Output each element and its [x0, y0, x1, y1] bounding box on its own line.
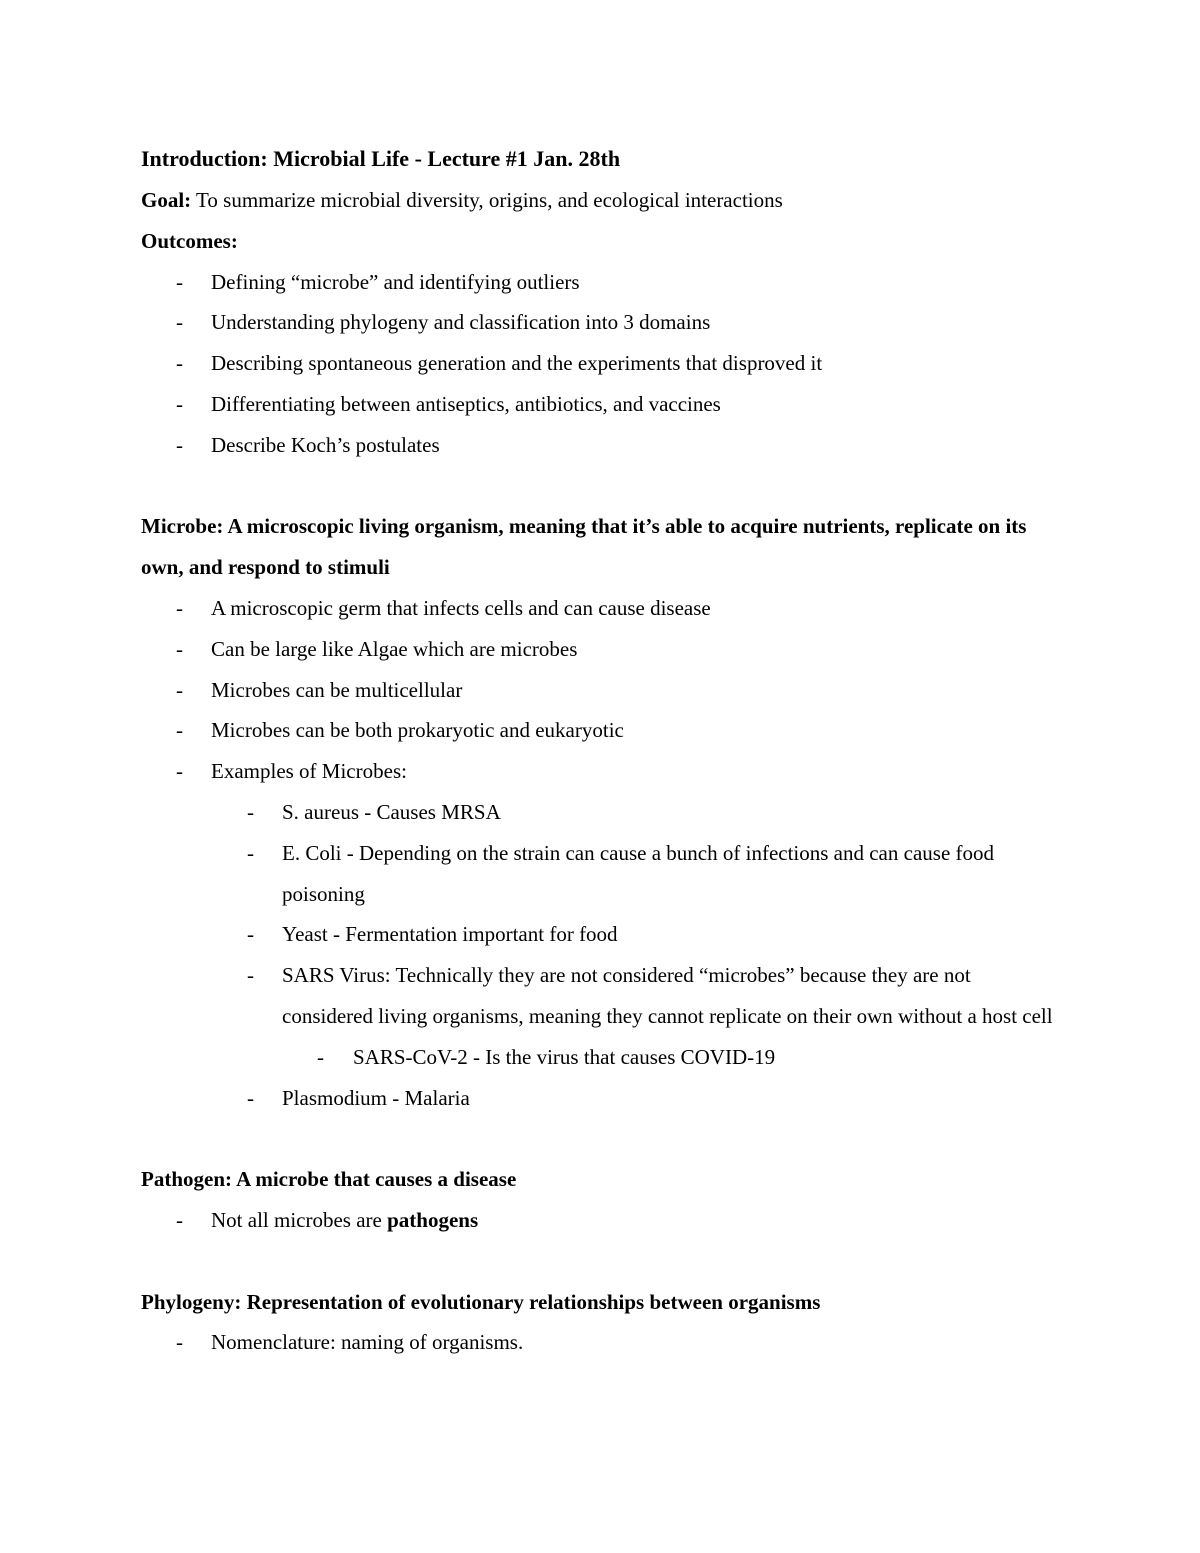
- example-item: Yeast - Fermentation important for food: [282, 922, 618, 947]
- list-item: [141, 1037, 1071, 1078]
- bullet-dash: -: [176, 677, 183, 702]
- sars-subitem: SARS-CoV-2 - Is the virus that causes COVID-19: [353, 1044, 776, 1069]
- list-item: [141, 262, 1071, 303]
- phylogeny-item: Nomenclature: naming of organisms.: [211, 1330, 524, 1355]
- document-title: Introduction: Microbial Life - Lecture #1 Jan. 28th: [141, 146, 621, 171]
- pathogen-heading: Pathogen: A microbe that causes a disease: [141, 1167, 517, 1192]
- document-page: [141, 138, 1071, 1363]
- microbe-item: Microbes can be multicellular: [211, 677, 463, 702]
- list-item: [141, 1322, 1071, 1363]
- list-item: [141, 384, 1071, 425]
- phylogeny-heading: Phylogeny: Representation of evolutionary relationships between organisms: [141, 1289, 821, 1314]
- list-item: [141, 629, 1071, 670]
- pathogen-item: [211, 1200, 1071, 1241]
- bullet-dash: -: [247, 963, 254, 988]
- list-item: [141, 710, 1071, 751]
- bullet-dash: -: [176, 636, 183, 661]
- spacer: [141, 466, 1071, 507]
- bullet-dash: -: [176, 718, 183, 743]
- microbe-heading: Microbe: A microscopic living organism, meaning that it’s able to acquire nutrients, replicate on its own, and respond to stimuli: [141, 514, 1027, 580]
- outcome-item: Understanding phylogeny and classification into 3 domains: [211, 310, 711, 335]
- outcomes-label: Outcomes:: [141, 228, 238, 253]
- spacer: [141, 1118, 1071, 1159]
- bullet-dash: -: [176, 759, 183, 784]
- microbe-item: Examples of Microbes:: [211, 759, 407, 784]
- list-item: [141, 914, 1071, 955]
- bullet-dash: -: [176, 432, 183, 457]
- outcome-item: Describing spontaneous generation and the experiments that disproved it: [211, 351, 823, 376]
- list-item: [141, 425, 1071, 466]
- bullet-dash: -: [176, 595, 183, 620]
- list-item: [141, 588, 1071, 629]
- list-item: [141, 670, 1071, 711]
- bullet-dash: -: [176, 1330, 183, 1355]
- microbe-item: A microscopic germ that infects cells and can cause disease: [211, 595, 711, 620]
- bullet-dash: -: [247, 799, 254, 824]
- bullet-dash: -: [247, 922, 254, 947]
- list-item: [141, 1200, 1071, 1241]
- goal-text: To summarize microbial diversity, origins, and ecological interactions: [191, 188, 783, 212]
- microbe-item: Can be large like Algae which are microbes: [211, 636, 578, 661]
- bullet-dash: -: [317, 1044, 324, 1069]
- outcome-item: Describe Koch’s postulates: [211, 432, 440, 457]
- bullet-dash: -: [176, 391, 183, 416]
- pathogen-item-text: Not all microbes are: [211, 1207, 388, 1232]
- list-item: [141, 1078, 1071, 1119]
- outcome-item: Defining “microbe” and identifying outliers: [211, 269, 580, 294]
- list-item: [141, 751, 1071, 792]
- outcome-item: Differentiating between antiseptics, antibiotics, and vaccines: [211, 391, 721, 416]
- example-item: E. Coli - Depending on the strain can cause a bunch of infections and can cause food poisoning: [282, 840, 995, 906]
- pathogen-item-bold: pathogens: [387, 1207, 479, 1232]
- spacer: [141, 1241, 1071, 1282]
- list-item: [141, 792, 1071, 833]
- bullet-dash: -: [176, 310, 183, 335]
- example-item: S. aureus - Causes MRSA: [282, 799, 501, 824]
- bullet-dash: -: [176, 351, 183, 376]
- example-item: Plasmodium - Malaria: [282, 1085, 470, 1110]
- goal-label: Goal:: [141, 188, 192, 212]
- list-item: [141, 302, 1071, 343]
- bullet-dash: -: [176, 1207, 183, 1232]
- bullet-dash: -: [247, 840, 254, 865]
- bullet-dash: -: [176, 269, 183, 294]
- list-item: [141, 343, 1071, 384]
- list-item: [141, 833, 1071, 915]
- example-item: SARS Virus: Technically they are not considered “microbes” because they are not considered living organisms, meaning they cannot replicate on their own without a host cell: [282, 963, 1053, 1028]
- goal-line: [141, 180, 1071, 221]
- microbe-item: Microbes can be both prokaryotic and eukaryotic: [211, 718, 624, 743]
- list-item: [141, 955, 1071, 1037]
- bullet-dash: -: [247, 1085, 254, 1110]
